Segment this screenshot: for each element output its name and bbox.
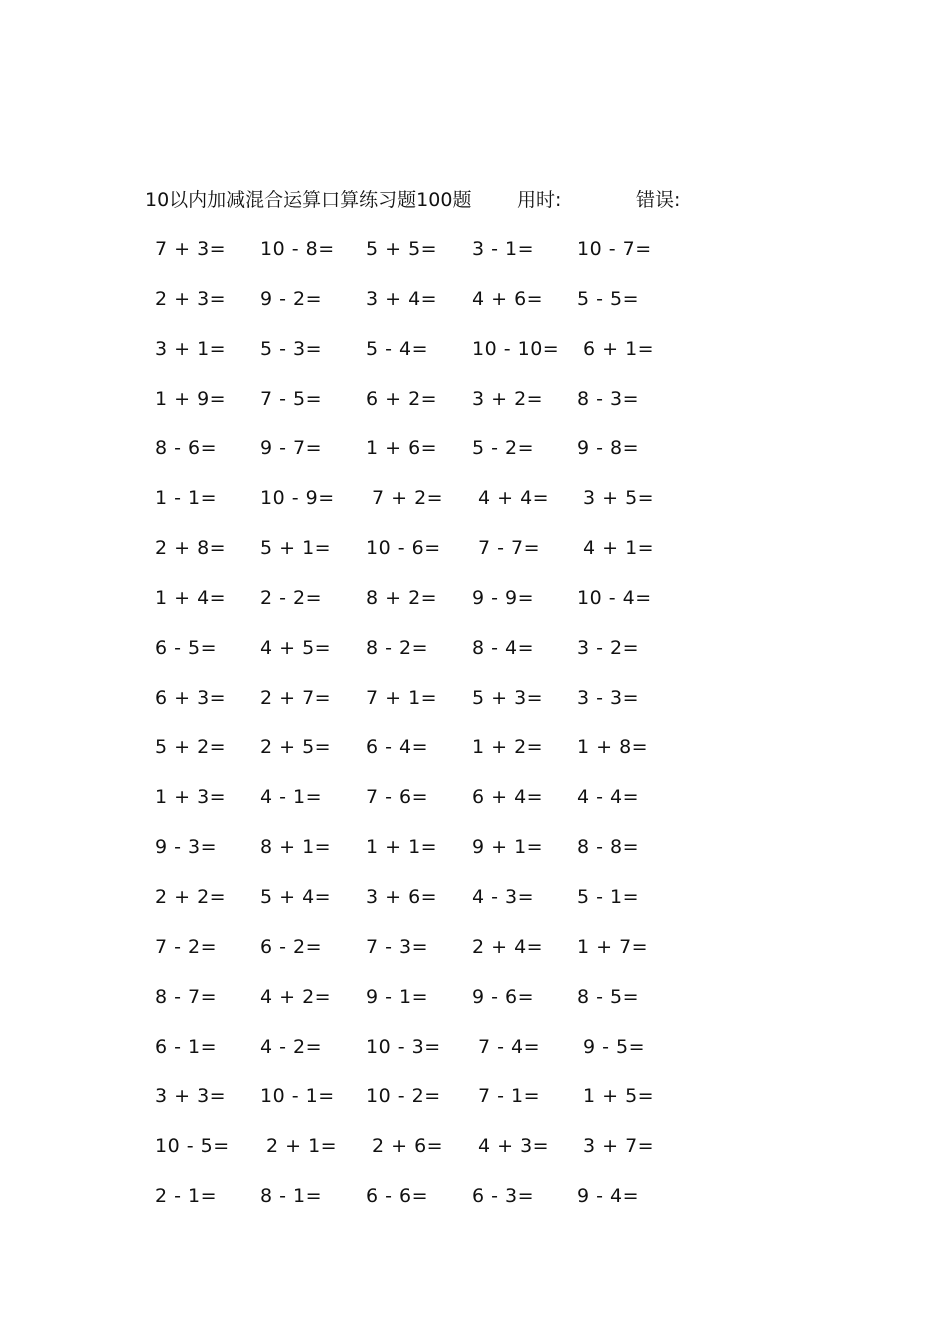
math-problem: 9 - 6=: [472, 985, 535, 1008]
problem-row: [0, 781, 950, 831]
math-problem: 8 - 4=: [472, 636, 535, 659]
math-problem: 7 + 1=: [366, 686, 438, 709]
math-problem: 7 - 4=: [478, 1035, 541, 1058]
worksheet-header: [145, 185, 845, 215]
math-problem: 5 + 5=: [366, 238, 438, 260]
math-problem: 3 + 7=: [583, 1135, 655, 1158]
math-problem: 8 - 6=: [155, 437, 218, 460]
math-problem: 5 + 4=: [260, 885, 332, 908]
math-problem: 6 - 5=: [155, 636, 218, 659]
math-problem: 8 - 5=: [577, 985, 640, 1008]
math-problem: 2 + 3=: [155, 287, 227, 310]
problem-row: [0, 831, 950, 881]
problem-row: [0, 881, 950, 931]
math-problem: 10 - 10=: [472, 337, 560, 360]
problem-row: [0, 1031, 950, 1081]
math-problem: 9 - 3=: [155, 836, 218, 859]
math-problem: 5 - 4=: [366, 337, 429, 360]
math-problem: 3 - 2=: [577, 636, 640, 659]
problem-row: [0, 731, 950, 781]
math-problem: 8 + 1=: [260, 836, 332, 859]
math-problem: 10 - 9=: [260, 487, 335, 510]
math-problem: 1 + 8=: [577, 736, 649, 759]
problem-row: [0, 233, 950, 283]
math-problem: 1 + 2=: [472, 736, 544, 759]
problem-grid: [0, 233, 950, 1230]
problem-row: [0, 632, 950, 682]
error-count-label: 错误:: [636, 189, 681, 211]
math-problem: 8 - 8=: [577, 836, 640, 859]
problem-row: [0, 1080, 950, 1130]
math-problem: 6 + 4=: [472, 786, 544, 809]
math-problem: 3 + 2=: [472, 387, 544, 410]
math-problem: 1 + 3=: [155, 786, 227, 809]
math-problem: 9 - 9=: [472, 586, 535, 609]
math-problem: 10 - 2=: [366, 1085, 441, 1108]
math-problem: 8 - 1=: [260, 1185, 323, 1208]
math-problem: 7 - 6=: [366, 786, 429, 809]
math-problem: 6 - 4=: [366, 736, 429, 759]
math-problem: 4 - 2=: [260, 1035, 323, 1058]
problem-row: [0, 931, 950, 981]
math-problem: 1 + 1=: [366, 836, 438, 859]
math-problem: 8 - 3=: [577, 387, 640, 410]
math-problem: 8 - 7=: [155, 985, 218, 1008]
math-problem: 9 - 7=: [260, 437, 323, 460]
math-problem: 2 + 1=: [266, 1135, 338, 1158]
problem-row: [0, 283, 950, 333]
math-problem: 1 + 6=: [366, 437, 438, 460]
worksheet-title: 10以内加减混合运算口算练习题100题: [145, 189, 472, 211]
problem-row: [0, 333, 950, 383]
math-problem: 4 + 5=: [260, 636, 332, 659]
math-problem: 6 - 2=: [260, 935, 323, 958]
problem-row: [0, 682, 950, 732]
math-problem: 4 - 4=: [577, 786, 640, 809]
math-problem: 9 - 8=: [577, 437, 640, 460]
math-problem: 1 + 5=: [583, 1085, 655, 1108]
math-problem: 2 - 2=: [260, 586, 323, 609]
math-problem: 3 + 5=: [583, 487, 655, 510]
problem-row: [0, 432, 950, 482]
math-problem: 2 + 5=: [260, 736, 332, 759]
math-problem: 7 - 5=: [260, 387, 323, 410]
math-problem: 9 - 2=: [260, 287, 323, 310]
time-spent-label: 用时:: [517, 189, 562, 211]
problem-row: [0, 383, 950, 433]
math-problem: 2 - 1=: [155, 1185, 218, 1208]
math-problem: 6 - 3=: [472, 1185, 535, 1208]
problem-row: [0, 1130, 950, 1180]
math-problem: 10 - 8=: [260, 238, 335, 260]
math-problem: 2 + 4=: [472, 935, 544, 958]
math-problem: 5 + 1=: [260, 537, 332, 560]
math-problem: 3 + 1=: [155, 337, 227, 360]
math-problem: 1 + 7=: [577, 935, 649, 958]
math-problem: 3 - 1=: [472, 238, 535, 260]
math-problem: 8 + 2=: [366, 586, 438, 609]
math-problem: 6 - 6=: [366, 1185, 429, 1208]
math-problem: 2 + 7=: [260, 686, 332, 709]
math-problem: 7 - 2=: [155, 935, 218, 958]
math-problem: 10 - 6=: [366, 537, 441, 560]
problem-row: [0, 582, 950, 632]
math-problem: 3 + 4=: [366, 287, 438, 310]
math-problem: 7 + 3=: [155, 238, 227, 260]
math-problem: 7 - 3=: [366, 935, 429, 958]
math-problem: 7 - 7=: [478, 537, 541, 560]
math-problem: 6 - 1=: [155, 1035, 218, 1058]
math-problem: 4 + 2=: [260, 985, 332, 1008]
math-problem: 6 + 1=: [583, 337, 655, 360]
math-problem: 1 + 9=: [155, 387, 227, 410]
problem-row: [0, 532, 950, 582]
math-problem: 5 - 5=: [577, 287, 640, 310]
math-problem: 5 + 2=: [155, 736, 227, 759]
math-problem: 4 - 3=: [472, 885, 535, 908]
math-problem: 9 + 1=: [472, 836, 544, 859]
math-problem: 8 - 2=: [366, 636, 429, 659]
math-problem: 10 - 3=: [366, 1035, 441, 1058]
math-problem: 2 + 8=: [155, 537, 227, 560]
math-problem: 7 - 1=: [478, 1085, 541, 1108]
math-problem: 4 + 1=: [583, 537, 655, 560]
math-problem: 3 + 6=: [366, 885, 438, 908]
math-problem: 3 + 3=: [155, 1085, 227, 1108]
math-problem: 4 + 6=: [472, 287, 544, 310]
math-problem: 5 - 3=: [260, 337, 323, 360]
math-problem: 7 + 2=: [372, 487, 444, 510]
problem-row: [0, 1180, 950, 1230]
math-problem: 6 + 3=: [155, 686, 227, 709]
math-problem: 9 - 5=: [583, 1035, 646, 1058]
math-problem: 1 + 4=: [155, 586, 227, 609]
math-problem: 2 + 2=: [155, 885, 227, 908]
math-problem: 4 + 3=: [478, 1135, 550, 1158]
math-problem: 10 - 1=: [260, 1085, 335, 1108]
math-problem: 6 + 2=: [366, 387, 438, 410]
math-problem: 9 - 1=: [366, 985, 429, 1008]
math-problem: 5 - 1=: [577, 885, 640, 908]
math-problem: 9 - 4=: [577, 1185, 640, 1208]
math-problem: 10 - 5=: [155, 1135, 230, 1158]
math-problem: 3 - 3=: [577, 686, 640, 709]
math-problem: 4 - 1=: [260, 786, 323, 809]
math-problem: 10 - 4=: [577, 586, 652, 609]
math-problem: 4 + 4=: [478, 487, 550, 510]
math-problem: 1 - 1=: [155, 487, 218, 510]
problem-row: [0, 981, 950, 1031]
math-problem: 10 - 7=: [577, 238, 652, 260]
problem-row: [0, 482, 950, 532]
math-problem: 5 - 2=: [472, 437, 535, 460]
math-problem: 2 + 6=: [372, 1135, 444, 1158]
math-problem: 5 + 3=: [472, 686, 544, 709]
